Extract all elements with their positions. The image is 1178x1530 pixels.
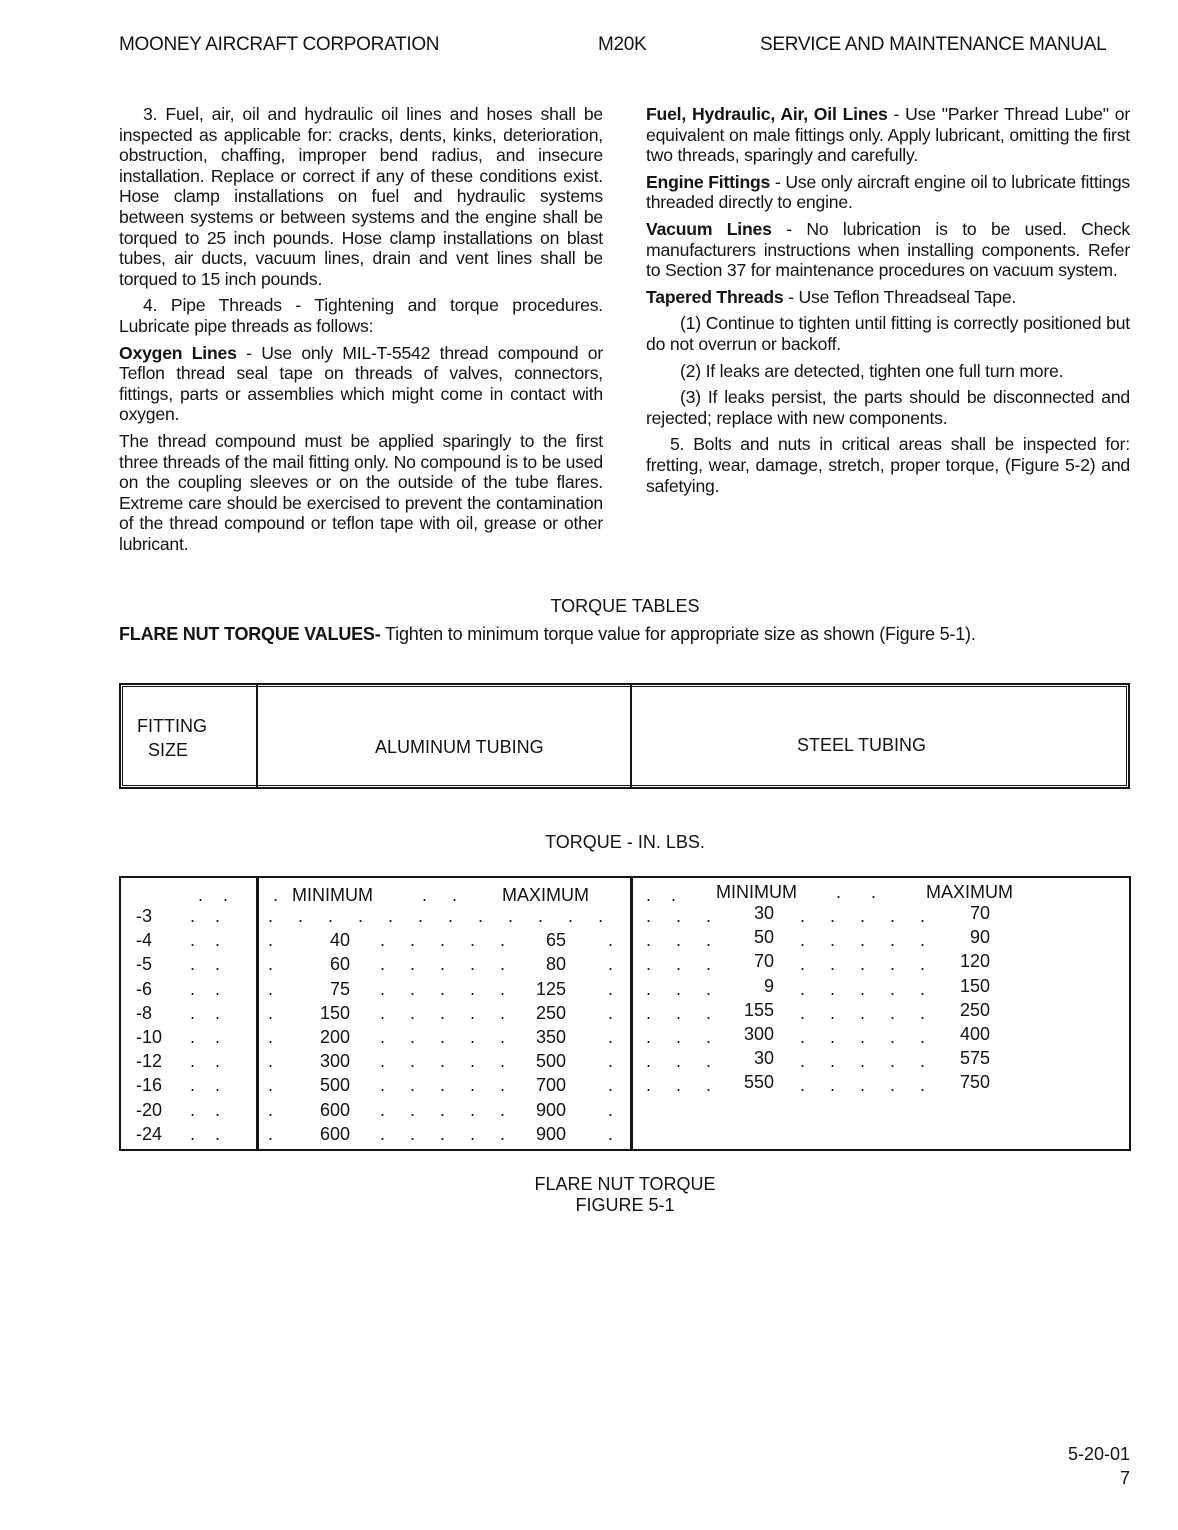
oxygen-lines-paragraph bbox=[119, 343, 603, 425]
steel-max-cell: 90 bbox=[969, 927, 990, 948]
header-leader-dots-4: . . bbox=[836, 882, 877, 902]
row-leader-dots: . . bbox=[190, 1002, 221, 1023]
steel-min-cell: 30 bbox=[753, 1048, 774, 1069]
row-leader-dots: . bbox=[608, 1051, 614, 1072]
engine-fittings-paragraph bbox=[646, 172, 1130, 213]
row-leader-dots: . . . . . bbox=[380, 1002, 506, 1023]
steel-max-cell: 750 bbox=[959, 1072, 990, 1093]
row-leader-dots: . . . . . bbox=[380, 1027, 506, 1047]
left-column bbox=[119, 104, 603, 560]
fitting-size-cell: -20 bbox=[136, 1099, 163, 1120]
row-leader-dots: . bbox=[268, 1051, 274, 1072]
flare-nut-text: Tighten to minimum torque value for appropriate size as shown (Figure 5-1). bbox=[380, 624, 976, 644]
fitting-size-cell: -3 bbox=[136, 906, 153, 926]
steel-min-cell: 9 bbox=[763, 975, 774, 996]
aluminum-max-cell: 350 bbox=[535, 1027, 566, 1047]
aluminum-min-cell: 40 bbox=[329, 930, 350, 951]
vacuum-lines-paragraph bbox=[646, 219, 1130, 281]
header-divider-2 bbox=[630, 685, 632, 787]
row-leader-dots: . . bbox=[190, 930, 221, 951]
steel-max-cell: 70 bbox=[969, 903, 990, 923]
aluminum-max-cell: 900 bbox=[535, 1123, 566, 1144]
header-leader-dots-3: . . bbox=[646, 885, 677, 905]
tapered-threads-label: Tapered Threads bbox=[646, 286, 784, 307]
aluminum-minimum-header: MINIMUM bbox=[292, 885, 373, 905]
steel-min-cell: 30 bbox=[753, 903, 774, 923]
aluminum-max-cell: 500 bbox=[535, 1051, 566, 1072]
header-leader-dots-1: . . . bbox=[198, 885, 279, 905]
fuel-lines-label: Fuel, Hydraulic, Air, Oil Lines bbox=[646, 104, 888, 124]
fitting-size-cell: -6 bbox=[136, 978, 153, 999]
fitting-size-cell: -16 bbox=[136, 1075, 163, 1096]
row-leader-dots: . . bbox=[190, 1099, 221, 1120]
step-3: (3) If leaks persist, the parts should be disconnected and rejected; replace with new components. bbox=[646, 387, 1130, 428]
steel-min-cell: 70 bbox=[753, 951, 774, 972]
steel-min-cell: 550 bbox=[743, 1072, 774, 1093]
row-leader-dots: . . . . . bbox=[380, 930, 506, 951]
row-leader-dots: . . . . . bbox=[800, 906, 926, 926]
row-leader-dots: . bbox=[268, 1075, 274, 1096]
fuel-lines-text: - Use "Parker Thread Lube" or equivalent on male fittings only. Apply lubricant, omitting the first two threads, sparingly and carefully. bbox=[646, 104, 1131, 166]
row-leader-dots: . bbox=[268, 1123, 274, 1144]
thread-compound-paragraph: The thread compound must be applied sparingly to the first three threads of the mail fitting only. No compound is to be used on the coupling sleeves or on the outside of the tube flares. Extreme care should be exercised to prevent the contamination of the thread compound or teflon tape with oil, grease or other lubricant. bbox=[119, 430, 603, 554]
engine-fittings-label: Engine Fittings bbox=[646, 171, 771, 192]
tapered-threads-paragraph bbox=[646, 287, 1130, 308]
fuel-lines-paragraph bbox=[646, 104, 1130, 166]
aluminum-min-cell: 150 bbox=[319, 1002, 350, 1023]
steel-max-cell: 400 bbox=[959, 1024, 990, 1044]
row-leader-dots: . . . . . bbox=[800, 1002, 926, 1023]
aluminum-max-cell: 125 bbox=[535, 978, 566, 999]
row-leader-dots: . bbox=[608, 978, 614, 999]
row-leader-dots: . . . . . . . . . . . . bbox=[268, 906, 604, 926]
row-leader-dots: . . . . . bbox=[800, 930, 926, 951]
aluminum-min-cell: 300 bbox=[319, 1051, 350, 1072]
row-leader-dots: . bbox=[608, 930, 614, 951]
row-leader-dots: . . . . . bbox=[800, 1075, 926, 1096]
fitting-size-cell: -4 bbox=[136, 930, 153, 951]
values-divider-2 bbox=[630, 878, 633, 1149]
row-leader-dots: . bbox=[268, 930, 274, 951]
header-model: M20K bbox=[598, 34, 647, 55]
header-table-inner-frame bbox=[122, 686, 1127, 786]
row-leader-dots: . . . . . bbox=[800, 954, 926, 975]
row-leader-dots: . . . . . bbox=[800, 1027, 926, 1047]
footer-page-number: 7 bbox=[1119, 1468, 1130, 1488]
row-leader-dots: . bbox=[608, 1002, 614, 1023]
row-leader-dots: . . . . . bbox=[380, 954, 506, 975]
aluminum-min-cell: 600 bbox=[319, 1123, 350, 1144]
paragraph-3: 3. Fuel, air, oil and hydraulic oil lines and hoses shall be inspected as applicable for: cracks, dents, kinks, deterioration, obstruction, chaffing, improper bend radius, and insecure installation. Replace or correct if any of these conditions exist. Hose clamp installations on fuel and hydraulic systems between systems or between systems and the engine shall be torqued to 25 inch pounds. Hose clamp installations on blast tubes, air ducts, vacuum lines, drain and vent lines shall be torqued to 15 inch pounds. bbox=[119, 104, 603, 289]
row-leader-dots: . . bbox=[190, 1051, 221, 1072]
row-leader-dots: . . bbox=[190, 906, 221, 926]
row-leader-dots: . bbox=[608, 1075, 614, 1096]
row-leader-dots: . . . . . bbox=[380, 1099, 506, 1120]
row-leader-dots: . . bbox=[190, 1027, 221, 1047]
aluminum-min-cell: 75 bbox=[329, 978, 350, 999]
steel-min-cell: 50 bbox=[753, 927, 774, 948]
row-leader-dots: . . . bbox=[646, 930, 712, 951]
row-leader-dots: . . . bbox=[646, 1075, 712, 1096]
values-divider-1 bbox=[256, 878, 259, 1149]
row-leader-dots: . . . bbox=[646, 978, 712, 999]
row-leader-dots: . bbox=[268, 954, 274, 975]
figure-number: FIGURE 5-1 bbox=[575, 1195, 675, 1215]
fitting-size-cell: -8 bbox=[136, 1002, 153, 1023]
steel-max-cell: 250 bbox=[959, 999, 990, 1020]
steel-maximum-header: MAXIMUM bbox=[926, 882, 1013, 902]
row-leader-dots: . bbox=[608, 1027, 614, 1047]
paragraph-5: 5. Bolts and nuts in critical areas shall be inspected for: fretting, wear, damage, stretch, proper torque, (Figure 5-2) and safetying. bbox=[646, 434, 1130, 496]
fitting-size-header-1: FITTING bbox=[137, 716, 207, 736]
torque-tables-title: TORQUE TABLES bbox=[550, 596, 700, 616]
right-column bbox=[646, 104, 1130, 502]
aluminum-max-cell: 900 bbox=[535, 1099, 566, 1120]
header-divider-1 bbox=[256, 685, 258, 787]
row-leader-dots: . . . bbox=[646, 954, 712, 975]
figure-title: FLARE NUT TORQUE bbox=[534, 1174, 716, 1194]
aluminum-maximum-header: MAXIMUM bbox=[502, 885, 589, 905]
row-leader-dots: . . bbox=[190, 1075, 221, 1096]
row-leader-dots: . . . bbox=[646, 1027, 712, 1047]
aluminum-max-cell: 700 bbox=[535, 1075, 566, 1096]
tapered-threads-text: - Use Teflon Threadseal Tape. bbox=[783, 286, 1017, 307]
row-leader-dots: . . . . . bbox=[380, 978, 506, 999]
flare-nut-label: FLARE NUT TORQUE VALUES- bbox=[119, 624, 381, 644]
header-manual-title: SERVICE AND MAINTENANCE MANUAL bbox=[760, 34, 1107, 55]
footer-date: 5-20-01 bbox=[1067, 1444, 1130, 1464]
row-leader-dots: . . bbox=[190, 954, 221, 975]
row-leader-dots: . bbox=[268, 1099, 274, 1120]
row-leader-dots: . . bbox=[190, 1123, 221, 1144]
fitting-size-cell: -5 bbox=[136, 954, 153, 975]
fitting-size-header-2: SIZE bbox=[148, 740, 189, 760]
step-1: (1) Continue to tighten until fitting is correctly positioned but do not overrun or backoff. bbox=[646, 313, 1130, 354]
paragraph-4: 4. Pipe Threads - Tightening and torque procedures. Lubricate pipe threads as follows: bbox=[119, 295, 603, 336]
step-2: (2) If leaks are detected, tighten one full turn more. bbox=[680, 360, 1064, 381]
aluminum-tubing-header: ALUMINUM TUBING bbox=[375, 737, 544, 757]
flare-nut-intro bbox=[119, 624, 976, 645]
steel-max-cell: 150 bbox=[959, 975, 990, 996]
row-leader-dots: . . . . . bbox=[380, 1123, 506, 1144]
row-leader-dots: . . bbox=[190, 978, 221, 999]
aluminum-min-cell: 500 bbox=[319, 1075, 350, 1096]
aluminum-min-cell: 600 bbox=[319, 1099, 350, 1120]
aluminum-max-cell: 65 bbox=[545, 930, 566, 951]
row-leader-dots: . . . . . bbox=[800, 978, 926, 999]
steel-tubing-header: STEEL TUBING bbox=[797, 735, 927, 755]
oxygen-lines-text: - Use only MIL-T-5542 thread compound or Teflon thread seal tape on threads of valves, connectors, fittings, parts or assemblies which might come in contact with oxygen. bbox=[119, 342, 603, 425]
aluminum-max-cell: 80 bbox=[545, 954, 566, 975]
row-leader-dots: . bbox=[268, 1027, 274, 1047]
steel-min-cell: 155 bbox=[743, 999, 774, 1020]
row-leader-dots: . . . . . bbox=[380, 1075, 506, 1096]
row-leader-dots: . . . bbox=[646, 1002, 712, 1023]
row-leader-dots: . bbox=[608, 1123, 614, 1144]
steel-minimum-header: MINIMUM bbox=[716, 882, 797, 902]
steel-min-cell: 300 bbox=[743, 1024, 774, 1044]
steel-max-cell: 575 bbox=[959, 1048, 990, 1069]
fitting-size-cell: -10 bbox=[136, 1027, 163, 1047]
row-leader-dots: . . . . . bbox=[380, 1051, 506, 1072]
row-leader-dots: . bbox=[608, 954, 614, 975]
row-leader-dots: . bbox=[608, 1099, 614, 1120]
header-leader-dots-2: . . bbox=[422, 885, 458, 905]
header-company: MOONEY AIRCRAFT CORPORATION bbox=[119, 34, 440, 55]
row-leader-dots: . bbox=[268, 1002, 274, 1023]
vacuum-lines-label: Vacuum Lines bbox=[646, 218, 772, 239]
vacuum-lines-text: - No lubrication is to be used. Check manufacturers instructions when installing components. Refer to Section 37 for maintenance procedures on vacuum system. bbox=[646, 218, 1130, 281]
engine-fittings-text: - Use only aircraft engine oil to lubricate fittings threaded directly to engine. bbox=[646, 171, 1130, 213]
aluminum-max-cell: 250 bbox=[535, 1002, 566, 1023]
row-leader-dots: . . . . . bbox=[800, 1051, 926, 1072]
row-leader-dots: . . . bbox=[646, 1051, 712, 1072]
row-leader-dots: . bbox=[268, 978, 274, 999]
fitting-size-cell: -24 bbox=[136, 1123, 163, 1144]
fitting-size-cell: -12 bbox=[136, 1051, 163, 1072]
aluminum-min-cell: 200 bbox=[319, 1027, 350, 1047]
aluminum-min-cell: 60 bbox=[329, 954, 350, 975]
row-leader-dots: . . . bbox=[646, 906, 712, 926]
oxygen-lines-label: Oxygen Lines bbox=[119, 342, 237, 363]
steel-max-cell: 120 bbox=[959, 951, 990, 972]
torque-units-label: TORQUE - IN. LBS. bbox=[545, 832, 705, 852]
